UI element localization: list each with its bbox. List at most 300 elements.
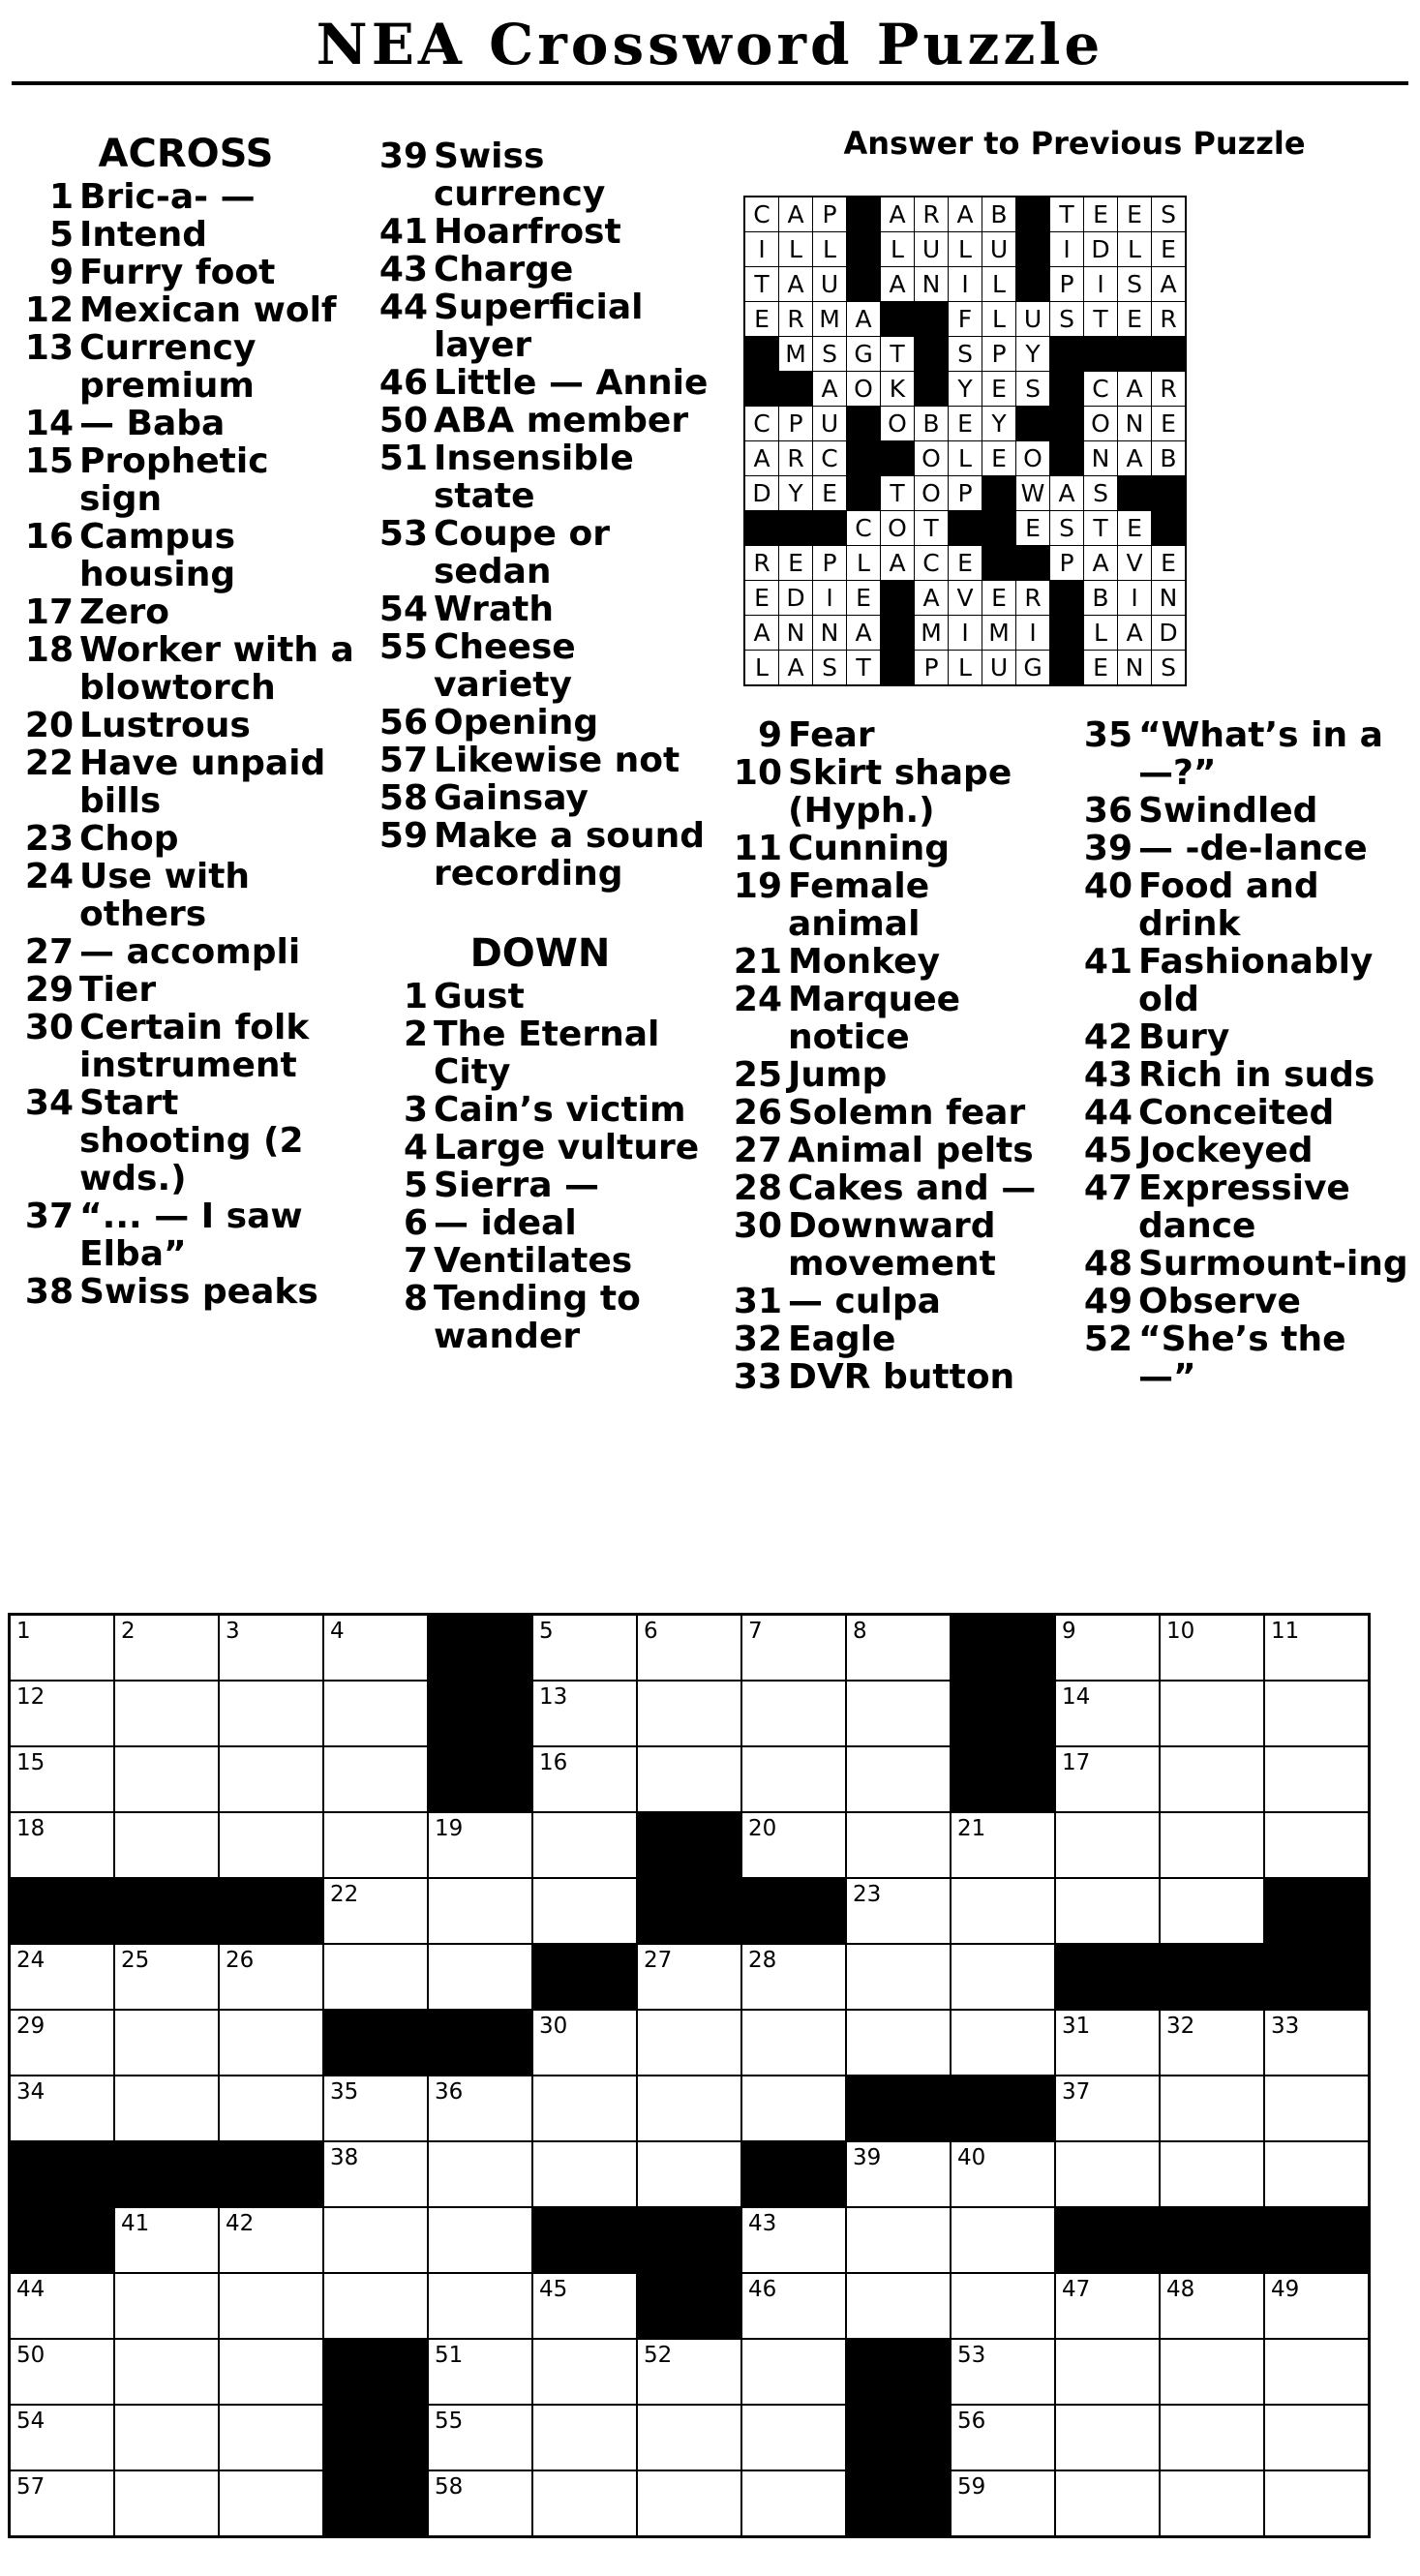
cell-number: 9 [1062, 1619, 1076, 1644]
grid-cell[interactable] [323, 1878, 428, 1944]
cell-number: 24 [16, 1948, 45, 1973]
cell-number: 13 [539, 1684, 568, 1710]
grid-cell[interactable] [741, 2405, 846, 2470]
black-square [847, 407, 881, 441]
grid-cell[interactable] [532, 1812, 637, 1878]
clue-text: Observe [1138, 1282, 1301, 1321]
answer-cell: K [881, 372, 915, 407]
clue-number: 24 [24, 857, 74, 896]
black-square [637, 1812, 741, 1878]
grid-cell[interactable] [1160, 2076, 1264, 2141]
down-clue [366, 1015, 714, 1091]
grid-cell[interactable] [741, 1944, 846, 2010]
grid-cell[interactable] [1160, 2470, 1264, 2537]
grid-cell[interactable] [323, 2207, 428, 2273]
black-square [1055, 2207, 1160, 2273]
grid-cell[interactable] [219, 1615, 323, 1682]
answer-cell: L [881, 232, 915, 267]
grid-cell[interactable] [114, 1812, 219, 1878]
clue-number: 21 [733, 942, 782, 982]
black-square [1016, 546, 1050, 581]
grid-cell[interactable] [1264, 2405, 1370, 2470]
cell-number: 34 [16, 2079, 45, 2105]
cell-number: 27 [644, 1948, 673, 1973]
grid-cell[interactable] [637, 1681, 741, 1746]
grid-cell[interactable] [637, 1615, 741, 1682]
down-clue [1071, 1320, 1415, 1396]
answer-cell: I [1084, 267, 1118, 302]
grid-cell[interactable] [532, 2339, 637, 2405]
grid-cell[interactable] [1055, 2076, 1160, 2141]
grid-cell[interactable] [1264, 1746, 1370, 1812]
grid-cell[interactable] [219, 2010, 323, 2076]
grid-cell[interactable] [1160, 1812, 1264, 1878]
grid-cell[interactable] [637, 2470, 741, 2537]
grid-cell[interactable] [532, 2470, 637, 2537]
grid-cell[interactable] [428, 2207, 532, 2273]
clue-number: 44 [1083, 1093, 1133, 1133]
grid-cell[interactable] [114, 2405, 219, 2470]
grid-cell[interactable] [846, 1681, 951, 1746]
cell-number: 32 [1166, 2014, 1195, 2039]
clue-number: 30 [733, 1206, 782, 1246]
answer-cell: I [949, 267, 982, 302]
grid-cell[interactable] [428, 2339, 532, 2405]
grid-cell[interactable] [951, 2207, 1055, 2273]
grid-cell[interactable] [219, 2207, 323, 2273]
cell-number: 43 [748, 2211, 777, 2236]
across-heading: ACROSS [98, 132, 274, 176]
grid-cell[interactable] [951, 2470, 1055, 2537]
clue-text: Swiss peaks [79, 1272, 318, 1312]
grid-cell[interactable] [1264, 1812, 1370, 1878]
grid-cell[interactable] [1055, 2339, 1160, 2405]
black-square [1160, 1944, 1264, 2010]
grid-cell[interactable] [219, 2273, 323, 2339]
grid-cell[interactable] [428, 2405, 532, 2470]
grid-cell[interactable] [1055, 1878, 1160, 1944]
clue-number: 23 [24, 819, 74, 859]
clue-number: 53 [378, 514, 428, 554]
clue-text: Little — Annie [434, 363, 709, 403]
clue-number: 8 [403, 1279, 428, 1318]
clue-number: 43 [1083, 1055, 1133, 1095]
grid-cell[interactable] [323, 1944, 428, 2010]
grid-cell[interactable] [532, 2076, 637, 2141]
grid-cell[interactable] [428, 2076, 532, 2141]
clue-number: 42 [1083, 1017, 1133, 1057]
grid-cell[interactable] [219, 2405, 323, 2470]
cell-number: 14 [1062, 1684, 1091, 1710]
answer-cell: A [744, 616, 779, 651]
clue-number: 5 [48, 215, 74, 255]
grid-cell[interactable] [741, 2207, 846, 2273]
grid-cell[interactable] [323, 1746, 428, 1812]
clue-number: 16 [24, 517, 74, 557]
clue-number: 29 [24, 970, 74, 1010]
grid-cell[interactable] [637, 2339, 741, 2405]
grid-cell[interactable] [114, 1746, 219, 1812]
grid-cell[interactable] [428, 2470, 532, 2537]
grid-cell[interactable] [846, 1812, 951, 1878]
clue-number: 37 [24, 1197, 74, 1236]
clue-text: — -de-lance [1138, 829, 1368, 868]
grid-cell[interactable] [219, 1746, 323, 1812]
black-square [982, 546, 1016, 581]
grid-cell[interactable] [114, 1681, 219, 1746]
clue-number: 31 [733, 1282, 782, 1321]
clue-text: Female animal [788, 866, 930, 944]
answer-cell: S [1050, 511, 1084, 546]
grid-cell[interactable] [1160, 2141, 1264, 2207]
grid-cell[interactable] [951, 2339, 1055, 2405]
answer-cell: B [1152, 441, 1187, 476]
grid-cell[interactable] [1264, 2141, 1370, 2207]
grid-cell[interactable] [951, 2141, 1055, 2207]
grid-cell[interactable] [532, 1681, 637, 1746]
grid-cell[interactable] [1055, 2141, 1160, 2207]
grid-cell[interactable] [951, 1944, 1055, 2010]
black-square [881, 651, 915, 686]
grid-cell[interactable] [114, 1944, 219, 2010]
black-square [428, 1681, 532, 1746]
grid-cell[interactable] [1264, 2076, 1370, 2141]
clue-number: 39 [1083, 829, 1133, 868]
grid-cell[interactable] [846, 1746, 951, 1812]
grid-cell[interactable] [846, 2010, 951, 2076]
grid-cell[interactable] [219, 1681, 323, 1746]
clue-text: Fashionably old [1138, 942, 1374, 1019]
grid-cell[interactable] [323, 2076, 428, 2141]
grid-cell[interactable] [10, 2339, 115, 2405]
answer-cell: S [1118, 267, 1152, 302]
grid-cell[interactable] [428, 2273, 532, 2339]
grid-cell[interactable] [846, 2207, 951, 2273]
cell-number: 53 [957, 2343, 986, 2368]
answer-cell: E [1084, 197, 1118, 232]
answer-cell: M [915, 616, 949, 651]
across-clue [12, 254, 360, 291]
grid-cell[interactable] [428, 1812, 532, 1878]
cell-number: 20 [748, 1816, 777, 1841]
black-square [1050, 651, 1084, 686]
grid-cell[interactable] [10, 2273, 115, 2339]
clue-text: Food and drink [1138, 866, 1319, 944]
grid-cell[interactable] [10, 1944, 115, 2010]
black-square [779, 372, 813, 407]
grid-cell[interactable] [10, 2076, 115, 2141]
across-clue [366, 779, 714, 817]
clue-text: Have unpaid bills [79, 743, 326, 821]
grid-cell[interactable] [951, 2010, 1055, 2076]
across-clue [366, 628, 714, 704]
black-square [1050, 616, 1084, 651]
cell-number: 15 [16, 1750, 45, 1775]
grid-cell[interactable] [114, 2010, 219, 2076]
grid-cell[interactable] [323, 2141, 428, 2207]
clue-number: 17 [24, 592, 74, 632]
black-square [1050, 441, 1084, 476]
answer-cell: A [744, 441, 779, 476]
grid-cell[interactable] [323, 1812, 428, 1878]
grid-cell[interactable] [1264, 1615, 1370, 1682]
down-clue [720, 716, 1065, 754]
grid-cell[interactable] [951, 1878, 1055, 1944]
black-square [219, 2141, 323, 2207]
clue-text: Tending to wander [434, 1279, 641, 1356]
grid-cell[interactable] [846, 2273, 951, 2339]
answer-cell: E [1118, 511, 1152, 546]
across-clue [366, 364, 714, 402]
grid-cell[interactable] [219, 2076, 323, 2141]
grid-cell[interactable] [741, 2010, 846, 2076]
clue-number: 49 [1083, 1282, 1133, 1321]
clue-number: 38 [24, 1272, 74, 1312]
clue-text: Animal pelts [788, 1131, 1034, 1170]
answer-cell: A [813, 372, 847, 407]
grid-cell[interactable] [114, 2207, 219, 2273]
clue-number: 9 [48, 253, 74, 292]
grid-cell[interactable] [532, 2010, 637, 2076]
grid-cell[interactable] [951, 2273, 1055, 2339]
grid-cell[interactable] [951, 1812, 1055, 1878]
grid-cell[interactable] [1160, 2273, 1264, 2339]
answer-cell: Y [982, 407, 1016, 441]
clue-number: 52 [1083, 1319, 1133, 1359]
grid-cell[interactable] [219, 1812, 323, 1878]
grid-cell[interactable] [114, 2273, 219, 2339]
grid-cell[interactable] [637, 2010, 741, 2076]
clue-text: Surmount-ing [1138, 1244, 1408, 1284]
grid-cell[interactable] [1160, 2339, 1264, 2405]
answer-cell: T [1084, 511, 1118, 546]
grid-cell[interactable] [1264, 2010, 1370, 2076]
grid-cell[interactable] [1055, 1812, 1160, 1878]
across-clue [12, 518, 360, 593]
grid-cell[interactable] [741, 1681, 846, 1746]
cell-number: 19 [435, 1816, 464, 1841]
grid-cell[interactable] [1055, 2010, 1160, 2076]
black-square [744, 372, 779, 407]
cell-number: 22 [330, 1882, 359, 1907]
grid-cell[interactable] [741, 2339, 846, 2405]
clue-number: 51 [378, 439, 428, 478]
clue-text: Solemn fear [788, 1093, 1026, 1133]
grid-cell[interactable] [1264, 2339, 1370, 2405]
grid-cell[interactable] [1055, 2273, 1160, 2339]
across-clue [366, 439, 714, 515]
cell-number: 44 [16, 2277, 45, 2302]
grid-cell[interactable] [846, 1878, 951, 1944]
grid-cell[interactable] [741, 1812, 846, 1878]
answer-cell: S [1084, 476, 1118, 511]
answer-cell: E [744, 581, 779, 616]
grid-cell[interactable] [219, 1944, 323, 2010]
grid-cell[interactable] [1055, 2470, 1160, 2537]
black-square [1084, 337, 1118, 372]
grid-cell[interactable] [1264, 2470, 1370, 2537]
grid-cell[interactable] [532, 2405, 637, 2470]
grid-cell[interactable] [10, 1681, 115, 1746]
answer-cell: P [982, 337, 1016, 372]
clue-number: 1 [403, 977, 428, 1016]
answer-cell: R [915, 197, 949, 232]
clue-text: Make a sound recording [434, 816, 706, 894]
grid-cell[interactable] [428, 2141, 532, 2207]
answer-cell: W [1016, 476, 1050, 511]
answer-cell: N [915, 267, 949, 302]
grid-cell[interactable] [1160, 2405, 1264, 2470]
across-clue [12, 631, 360, 707]
cell-number: 36 [435, 2079, 464, 2105]
down-clue [366, 978, 714, 1015]
cell-number: 59 [957, 2474, 986, 2500]
answer-cell: A [881, 267, 915, 302]
black-square [1264, 2207, 1370, 2273]
grid-cell[interactable] [219, 2470, 323, 2537]
grid-cell[interactable] [114, 1615, 219, 1682]
grid-cell[interactable] [1160, 1615, 1264, 1682]
answer-cell: V [1118, 546, 1152, 581]
answer-cell: E [1118, 302, 1152, 337]
grid-cell[interactable] [532, 1615, 637, 1682]
down-clue [366, 1091, 714, 1129]
down-clue [720, 754, 1065, 830]
clue-text: Large vulture [434, 1128, 700, 1167]
grid-cell[interactable] [846, 1615, 951, 1682]
answer-cell: S [813, 651, 847, 686]
cell-number: 52 [644, 2343, 673, 2368]
answer-cell: I [949, 616, 982, 651]
answer-cell: M [813, 302, 847, 337]
grid-cell[interactable] [1264, 2273, 1370, 2339]
grid-cell[interactable] [1264, 1681, 1370, 1746]
down-clue [366, 1129, 714, 1167]
down-clue [1071, 1018, 1415, 1056]
grid-cell[interactable] [532, 1878, 637, 1944]
black-square [847, 441, 881, 476]
down-list-3 [1071, 716, 1415, 1396]
across-clue [12, 593, 360, 631]
black-square [846, 2339, 951, 2405]
clue-text: Bury [1138, 1017, 1230, 1057]
grid-cell[interactable] [1160, 2010, 1264, 2076]
clue-text: Swindled [1138, 791, 1318, 831]
clue-number: 15 [24, 441, 74, 481]
grid-cell[interactable] [741, 2273, 846, 2339]
grid-cell[interactable] [428, 1944, 532, 2010]
grid-cell[interactable] [10, 1615, 115, 1682]
black-square [741, 1878, 846, 1944]
grid-cell[interactable] [10, 2405, 115, 2470]
clue-number: 27 [733, 1131, 782, 1170]
grid-cell[interactable] [323, 2273, 428, 2339]
grid-cell[interactable] [1160, 1681, 1264, 1746]
puzzle-title: NEA Crossword Puzzle [316, 12, 1104, 77]
black-square [881, 302, 915, 337]
cell-number: 12 [16, 1684, 45, 1710]
answer-cell: A [779, 267, 813, 302]
grid-cell[interactable] [637, 2076, 741, 2141]
black-square [951, 1746, 1055, 1812]
answer-cell: A [1084, 546, 1118, 581]
grid-cell[interactable] [741, 1615, 846, 1682]
clue-text: — Baba [79, 404, 226, 443]
grid-cell[interactable] [10, 2010, 115, 2076]
answer-cell: O [847, 372, 881, 407]
black-square [982, 511, 1016, 546]
grid-cell[interactable] [637, 1746, 741, 1812]
answer-cell: T [1050, 197, 1084, 232]
grid-cell[interactable] [637, 1944, 741, 2010]
answer-cell: U [813, 267, 847, 302]
clue-text: Cain’s victim [434, 1090, 686, 1130]
grid-cell[interactable] [1055, 1746, 1160, 1812]
answer-cell: I [744, 232, 779, 267]
grid-cell[interactable] [1055, 1681, 1160, 1746]
grid-cell[interactable] [1160, 1746, 1264, 1812]
grid-cell[interactable] [741, 2470, 846, 2537]
grid-cell[interactable] [532, 2141, 637, 2207]
grid-cell[interactable] [10, 1812, 115, 1878]
grid-cell[interactable] [846, 1944, 951, 2010]
grid-cell[interactable] [532, 1746, 637, 1812]
down-clue [720, 1283, 1065, 1320]
clue-number: 5 [403, 1166, 428, 1205]
cell-number: 5 [539, 1619, 554, 1644]
black-square [114, 2141, 219, 2207]
grid-cell[interactable] [846, 2141, 951, 2207]
grid-cell[interactable] [428, 1878, 532, 1944]
grid-cell[interactable] [532, 2273, 637, 2339]
grid-cell[interactable] [114, 2339, 219, 2405]
cell-number: 55 [435, 2409, 464, 2434]
grid-cell[interactable] [1055, 1615, 1160, 1682]
grid-cell[interactable] [323, 1681, 428, 1746]
answer-cell: A [779, 651, 813, 686]
grid-cell[interactable] [10, 1746, 115, 1812]
black-square [219, 1878, 323, 1944]
grid-cell[interactable] [323, 1615, 428, 1682]
clue-text: Chop [79, 819, 179, 859]
grid-cell[interactable] [637, 2405, 741, 2470]
grid-cell[interactable] [741, 1746, 846, 1812]
down-clue [366, 1280, 714, 1355]
answer-cell: S [1050, 302, 1084, 337]
answer-cell: E [813, 476, 847, 511]
answer-cell: C [915, 546, 949, 581]
grid-cell[interactable] [10, 2470, 115, 2537]
black-square [637, 2207, 741, 2273]
cell-number: 39 [853, 2145, 882, 2170]
grid-cell[interactable] [637, 2141, 741, 2207]
clue-text: Charge [434, 250, 574, 289]
grid-cell[interactable] [1055, 2405, 1160, 2470]
grid-cell[interactable] [219, 2339, 323, 2405]
grid-cell[interactable] [951, 2405, 1055, 2470]
grid-cell[interactable] [114, 2470, 219, 2537]
grid-cell[interactable] [741, 2076, 846, 2141]
cell-number: 48 [1166, 2277, 1195, 2302]
grid-cell[interactable] [1160, 1878, 1264, 1944]
answer-cell: T [881, 337, 915, 372]
answer-cell: T [881, 476, 915, 511]
down-clue [720, 981, 1065, 1056]
across-clue [366, 213, 714, 251]
answer-cell: O [881, 407, 915, 441]
grid-cell[interactable] [114, 2076, 219, 2141]
answer-cell: P [949, 476, 982, 511]
